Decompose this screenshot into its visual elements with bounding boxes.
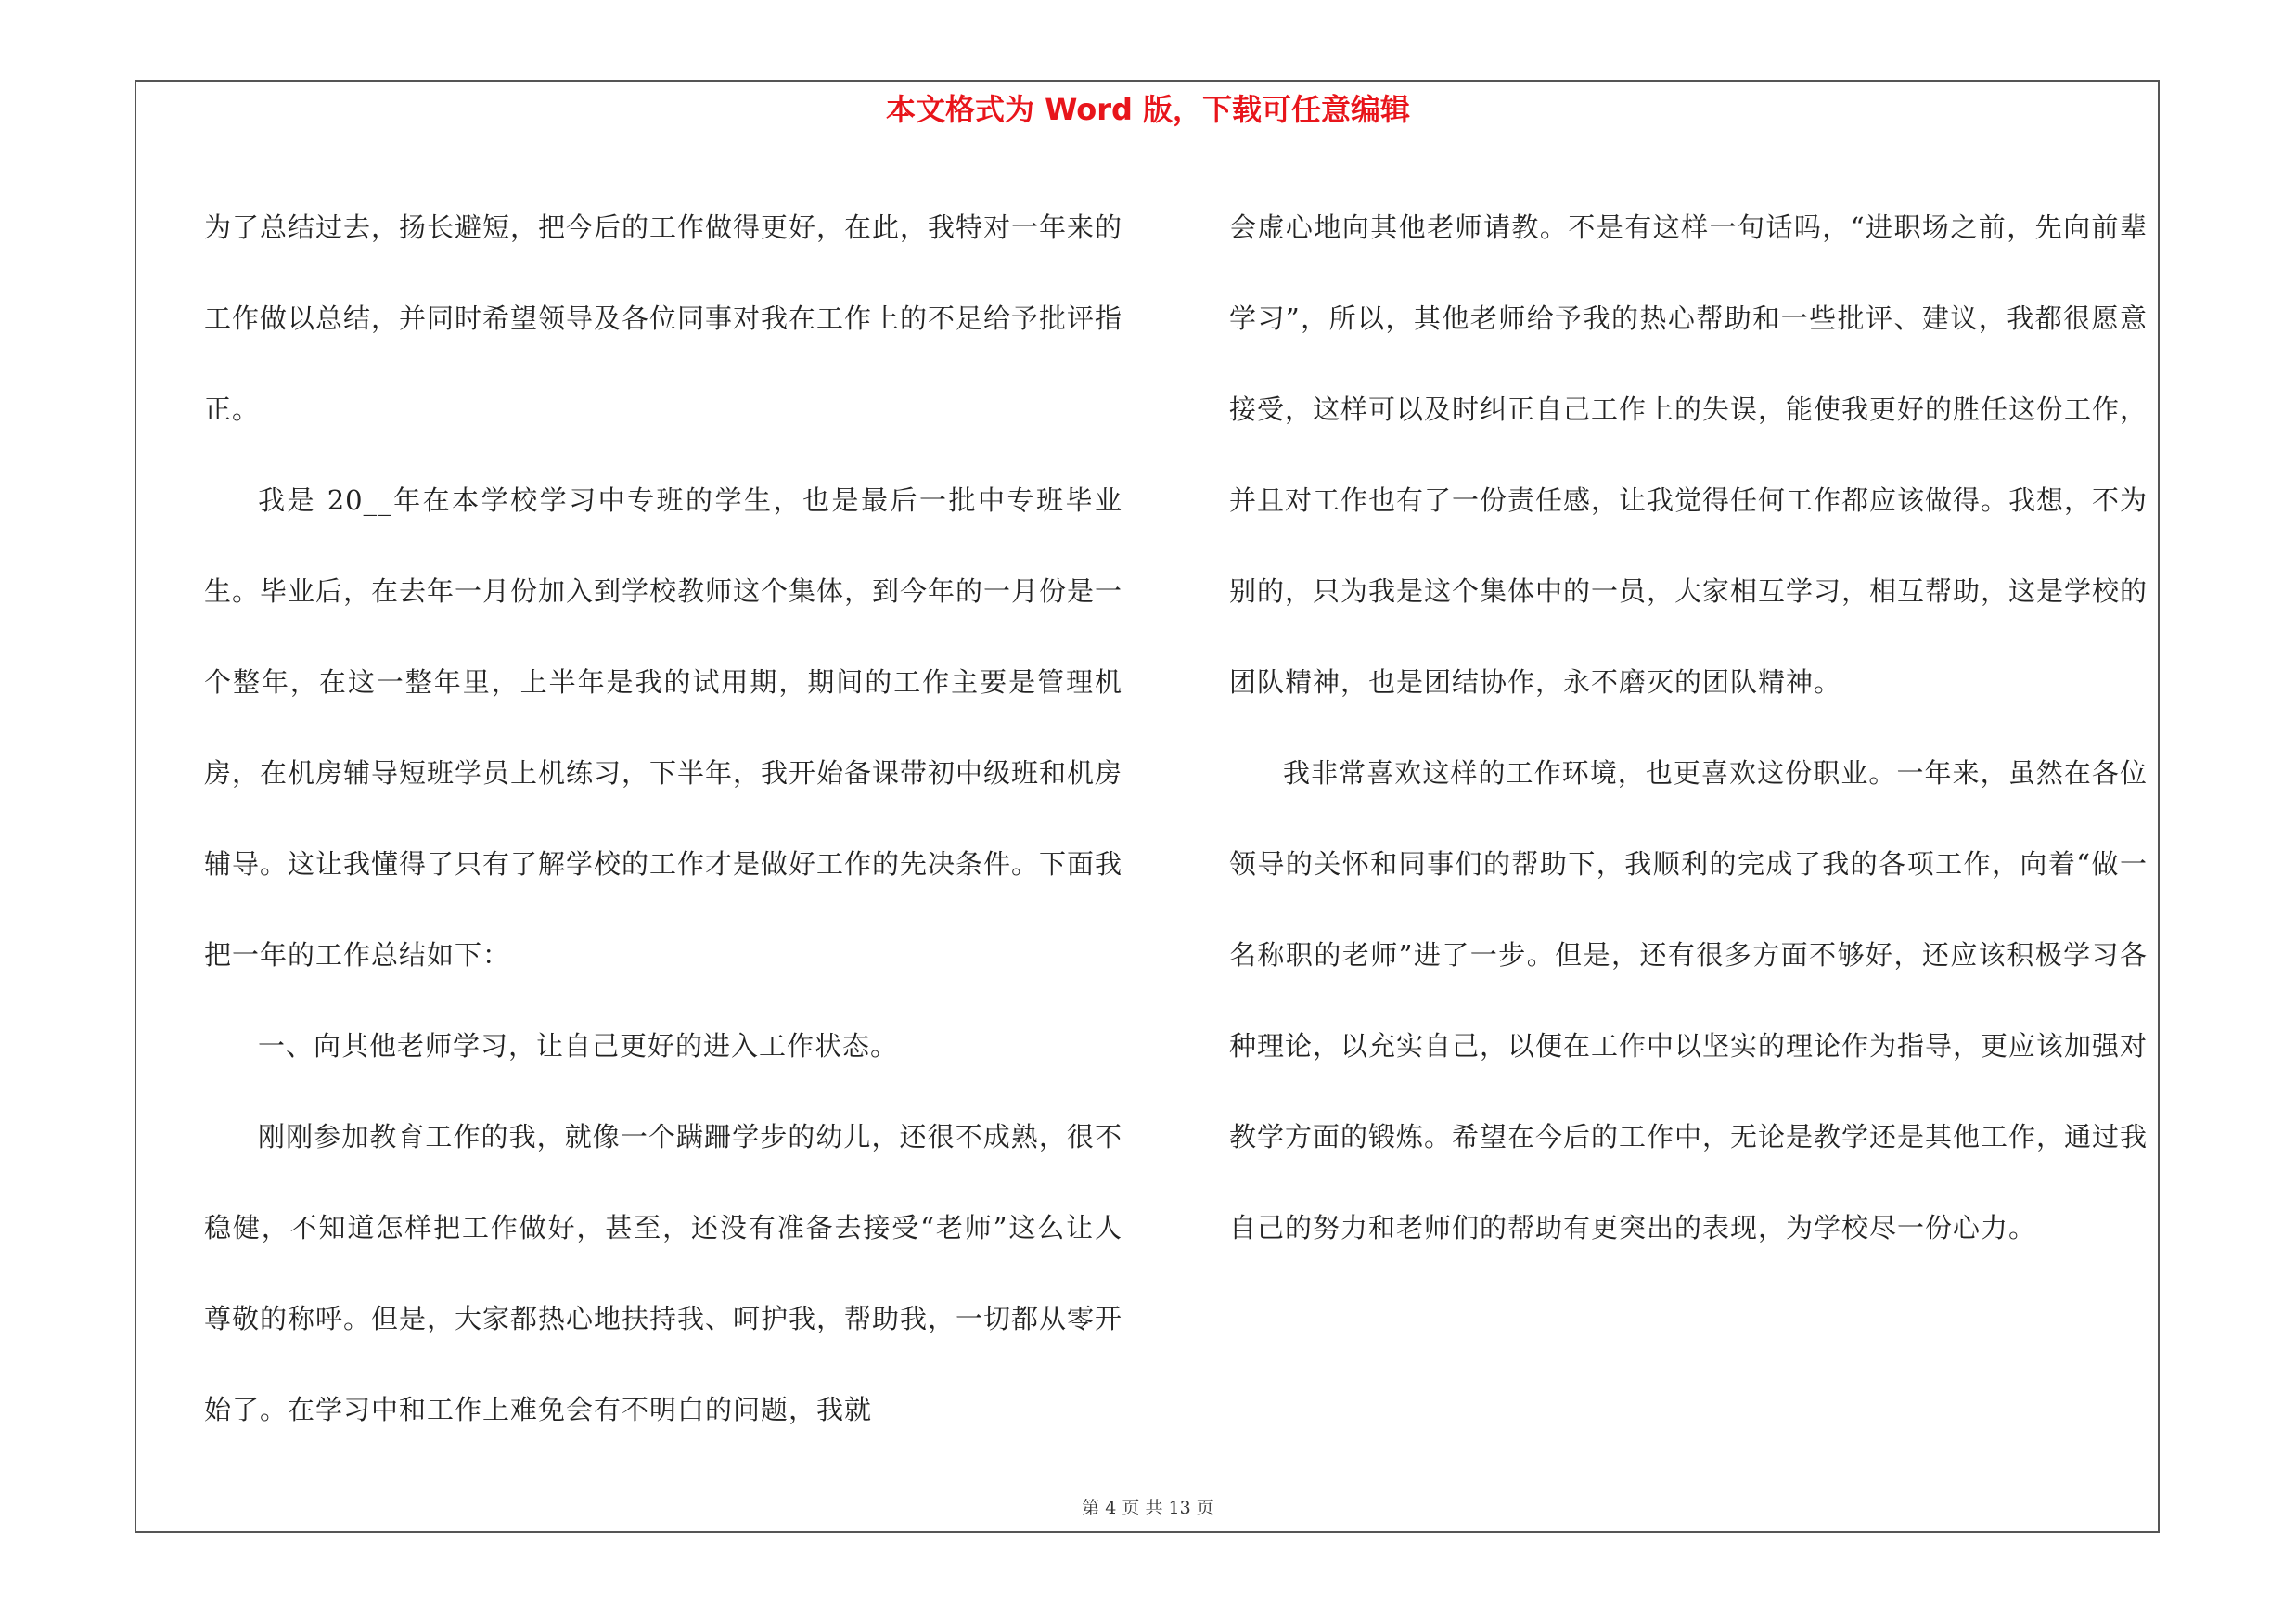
left-column <box>204 182 1122 1455</box>
right-column <box>1229 182 2148 1273</box>
paragraph: 我是 20__年在本学校学习中专班的学生，也是最后一批中专班毕业生。毕业后，在去年一月份加入到学校教师这个集体，到今年的一月份是一个整年，在这一整年里，上半年是我的试用期，期间的工作主要是管理机房，在机房辅导短班学员上机练习，下半年，我开始备课带初中级班和机房辅导。这让我懂得了只有了解学校的工作才是做好工作的先决条件。下面我把一年的工作总结如下： <box>204 484 1123 971</box>
paragraph: 会虚心地向其他老师请教。不是有这样一句话吗，“进职场之前，先向前辈学习”，所以，其他老师给予我的热心帮助和一些批评、建议，我都很愿意接受，这样可以及时纠正自己工作上的失误，能使我更好的胜任这份工作，并且对工作也有了一份责任感，让我觉得任何工作都应该做得。我想，不为别的，只为我是这个集体中的一员，大家相互学习，相互帮助，这是学校的团队精神，也是团结协作，永不磨灭的团队精神。 <box>1229 212 2148 698</box>
paragraph: 为了总结过去，扬长避短，把今后的工作做得更好，在此，我特对一年来的工作做以总结，并同时希望领导及各位同事对我在工作上的不足给予批评指正。 <box>204 212 1123 425</box>
section-heading: 一、向其他老师学习，让自己更好的进入工作状态。 <box>258 1030 899 1062</box>
page-number-footer: 第 4 页 共 13 页 <box>1082 1498 1214 1518</box>
paragraph: 我非常喜欢这样的工作环境，也更喜欢这份职业。一年来，虽然在各位领导的关怀和同事们的帮助下，我顺利的完成了我的各项工作，向着“做一名称职的老师”进了一步。但是，还有很多方面不够好，还应该积极学习各种理论，以充实自己，以便在工作中以坚实的理论作为指导，更应该加强对教学方面的锻炼。希望在今后的工作中，无论是教学还是其他工作，通过我自己的努力和老师们的帮助有更突出的表现，为学校尽一份心力。 <box>1229 757 2148 1243</box>
format-banner: 本文格式为 Word 版，下载可任意编辑 <box>885 92 1411 127</box>
paragraph: 刚刚参加教育工作的我，就像一个蹒跚学步的幼儿，还很不成熟，很不稳健，不知道怎样把工作做好，甚至，还没有准备去接受“老师”这么让人尊敬的称呼。但是，大家都热心地扶持我、呵护我，帮助我，一切都从零开始了。在学习中和工作上难免会有不明白的问题，我就 <box>204 1121 1123 1425</box>
